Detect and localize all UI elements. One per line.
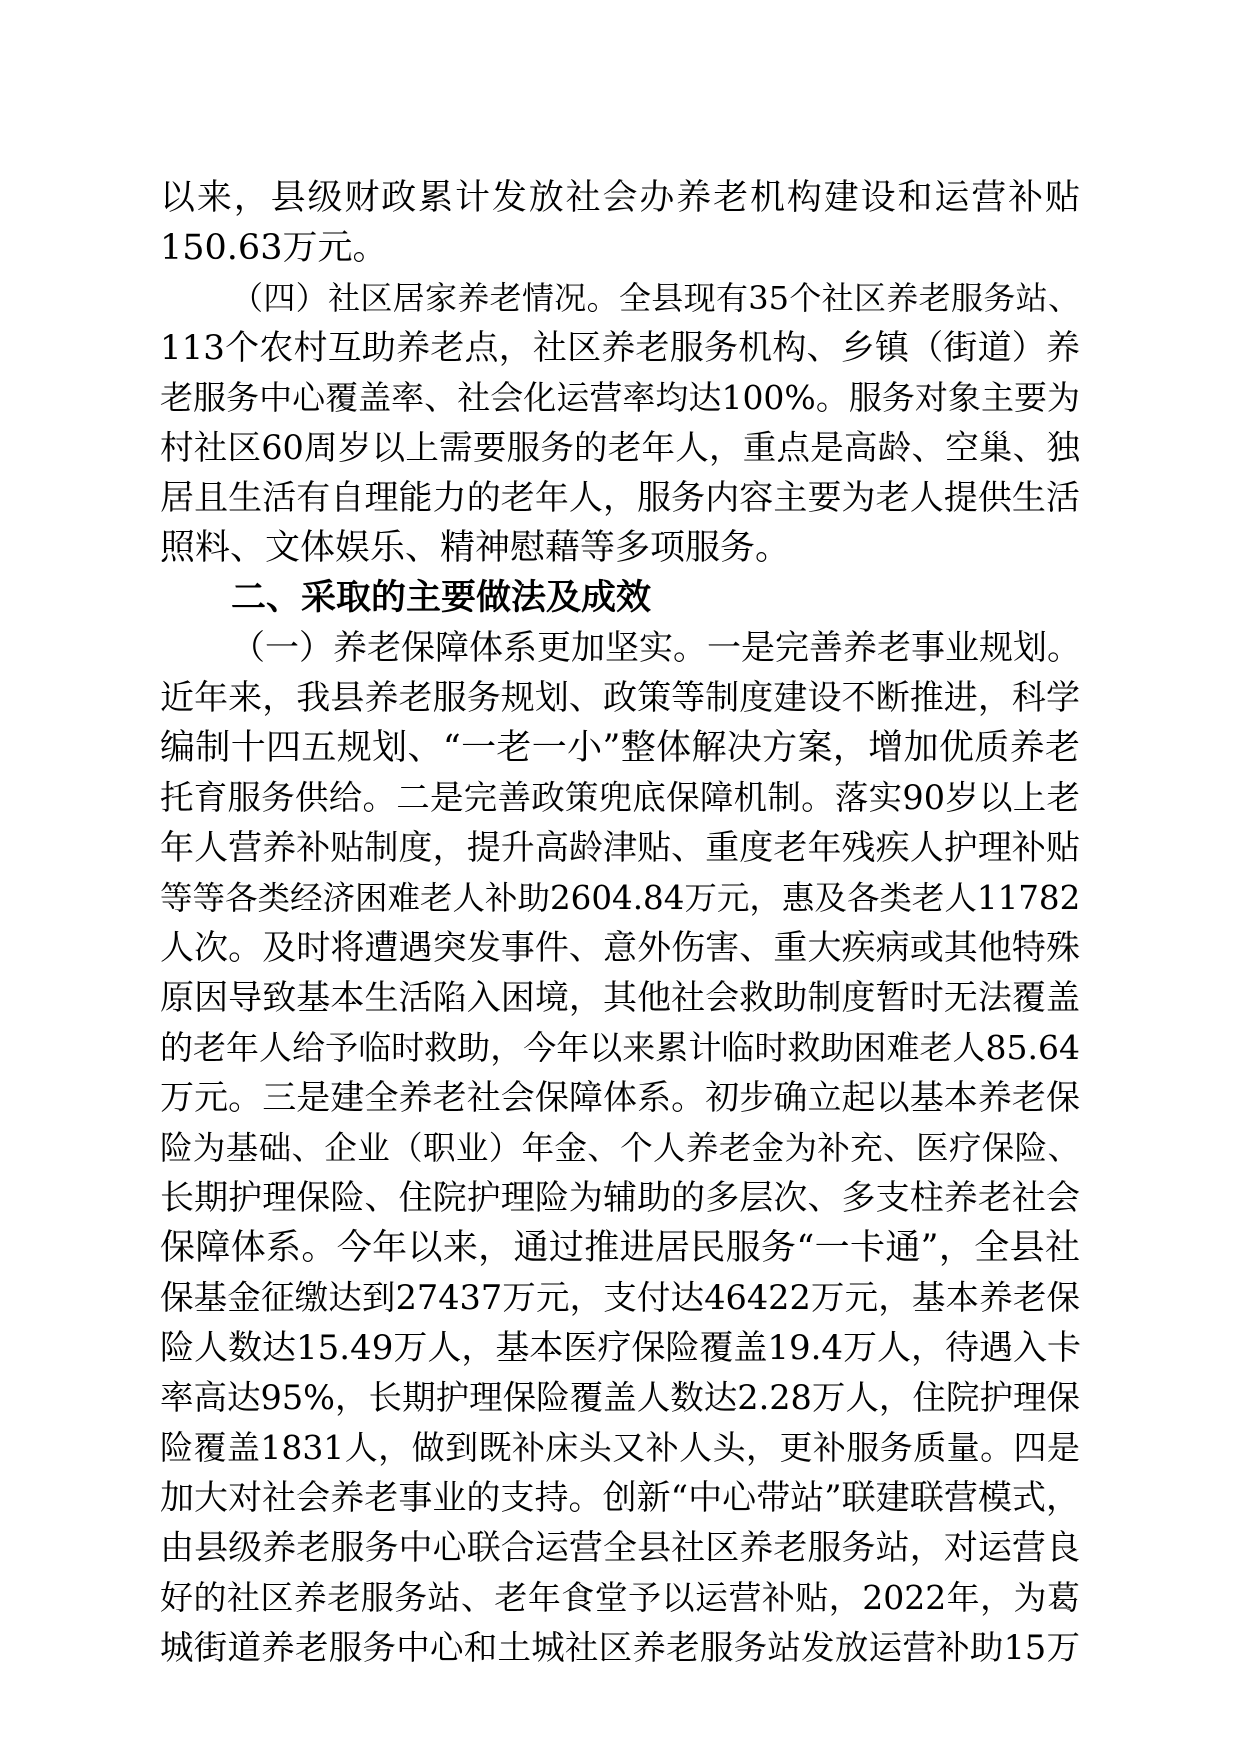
body-text-line: 近年来，我县养老服务规划、政策等制度建设不断推进，科学: [160, 678, 1080, 718]
body-text-line: 险覆盖1831人，做到既补床头又补人头，更补服务质量。四是: [160, 1428, 1080, 1467]
body-text-line: 保障体系。今年以来，通过推进居民服务“一卡通”，全县社: [160, 1228, 1080, 1268]
body-text-line: 险为基础、企业（职业）年金、个人养老金为补充、医疗保险、: [160, 1129, 1080, 1167]
body-text-line: 以来，县级财政累计发放社会办养老机构建设和运营补贴: [160, 178, 1080, 218]
body-text-line: 村社区60周岁以上需要服务的老年人，重点是高龄、空巢、独: [160, 428, 1080, 467]
body-text-line: 人次。及时将遭遇突发事件、意外伤害、重大疾病或其他特殊: [160, 928, 1080, 968]
body-text-line: 险人数达15.49万人，基本医疗保险覆盖19.4万人，待遇入卡: [160, 1328, 1082, 1368]
body-text-line: 率高达95%，长期护理保险覆盖人数达2.28万人，住院护理保: [160, 1378, 1080, 1417]
body-text-line: 长期护理保险、住院护理险为辅助的多层次、多支柱养老社会: [160, 1178, 1080, 1218]
body-text-line: 好的社区养老服务站、老年食堂予以运营补贴，2022年，为葛: [160, 1578, 1080, 1617]
body-text-line: （四）社区居家养老情况。全县现有35个社区养老服务站、: [231, 279, 1080, 317]
body-text-line: 150.63万元。: [160, 228, 388, 268]
body-text-line: 城街道养老服务中心和土城社区养老服务站发放运营补助15万: [160, 1628, 1080, 1667]
body-text-line: 113个农村互助养老点，社区养老服务机构、乡镇（街道）养: [160, 328, 1080, 368]
body-text-line: 的老年人给予临时救助，今年以来累计临时救助困难老人85.64: [160, 1028, 1080, 1067]
body-text-line: 托育服务供给。二是完善政策兜底保障机制。落实90岁以上老: [160, 778, 1080, 817]
body-text-line: 等等各类经济困难老人补助2604.84万元，惠及各类老人11782: [160, 879, 1081, 917]
body-text-line: 保基金征缴达到27437万元，支付达46422万元，基本养老保: [160, 1278, 1080, 1317]
body-text-line: 万元。三是建全养老社会保障体系。初步确立起以基本养老保: [160, 1078, 1080, 1118]
section-heading: 二、采取的主要做法及成效: [231, 578, 652, 618]
body-text-line: 照料、文体娱乐、精神慰藉等多项服务。: [160, 528, 791, 568]
body-text-line: 居且生活有自理能力的老年人，服务内容主要为老人提供生活: [160, 478, 1080, 518]
body-text-line: 年人营养补贴制度，提升高龄津贴、重度老年残疾人护理补贴: [160, 828, 1080, 868]
body-text-line: 加大对社会养老事业的支持。创新“中心带站”联建联营模式，: [160, 1478, 1080, 1518]
body-text-line: 由县级养老服务中心联合运营全县社区养老服务站，对运营良: [160, 1528, 1080, 1568]
body-text-line: 原因导致基本生活陷入困境，其他社会救助制度暂时无法覆盖: [160, 978, 1080, 1018]
body-text-line: 老服务中心覆盖率、社会化运营率均达100%。服务对象主要为: [160, 378, 1080, 417]
body-text-line: 编制十四五规划、“一老一小”整体解决方案，增加优质养老: [160, 728, 1080, 768]
body-text-line: （一）养老保障体系更加坚实。一是完善养老事业规划。: [231, 628, 1081, 668]
